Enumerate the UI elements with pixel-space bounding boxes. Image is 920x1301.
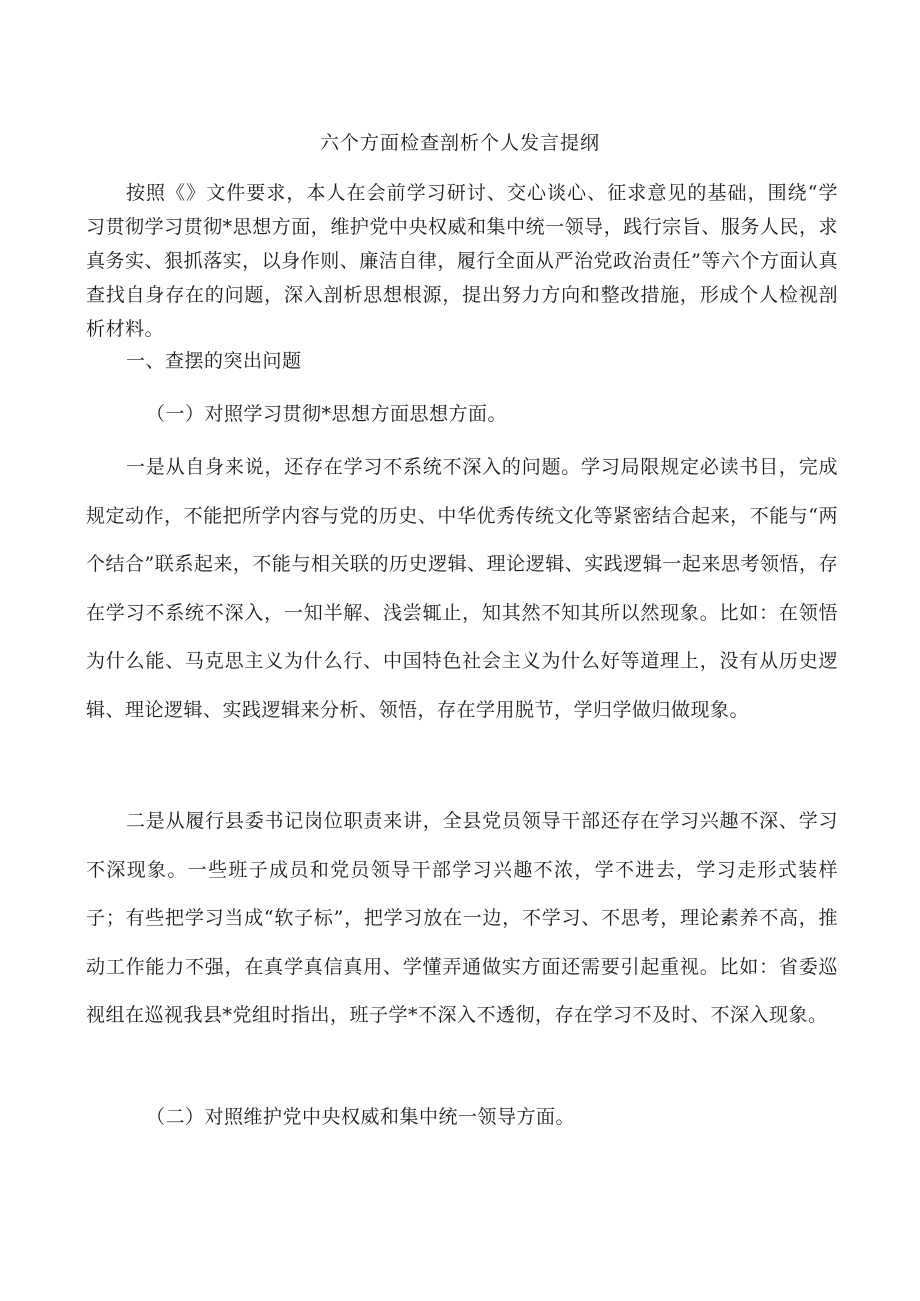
body-paragraph-2: 二是从履行县委书记岗位职责来讲，全县党员领导干部还存在学习兴趣不深、学习不深现象。一些班子成员和党员领导干部学习兴趣不浓，学不进去，学习走形式装样子；有些把学习当成“软子标”，把学习放在一边，不学习、不思考，理论素养不高，推动工作能力不强，在真学真信真用、学懂弄通做实方面还需要引起重视。比如：省委巡视组在巡视我县*党组时指出，班子学*不深入不透彻，存在学习不及时、不深入现象。	[86, 810, 838, 1026]
subsection-heading-2: （二）对照维护党中央权威和集中统一领导方面。	[146, 1106, 576, 1128]
intro-paragraph: 按照《》文件要求，本人在会前学习研讨、交心谈心、征求意见的基础，围绕“学习贯彻学习贯彻*思想方面，维护党中央权威和集中统一领导，践行宗旨、服务人民，求真务实、狠抓落实，以身作则、廉洁自律，履行全面从严治党政治责任”等六个方面认真查找自身存在的问题，深入剖析思想根源，提出努力方向和整改措施，形成个人检视剖析材料。	[86, 182, 838, 340]
subsection-heading-1: （一）对照学习贯彻*思想方面思想方面。	[146, 403, 508, 425]
document-title: 六个方面检查剖析个人发言提纲	[319, 132, 600, 154]
body-paragraph-1: 一是从自身来说，还存在学习不系统不深入的问题。学习局限规定必读书目，完成规定动作，不能把所学内容与党的历史、中华优秀传统文化等紧密结合起来，不能与“两个结合”联系起来，不能与相关联的历史逻辑、理论逻辑、实践逻辑一起来思考领悟，存在学习不系统不深入，一知半解、浅尝辄止，知其然不知其所以然现象。比如：在领悟为什么能、马克思主义为什么行、中国特色社会主义为什么好等道理上，没有从历史逻辑、理论逻辑、实践逻辑来分析、领悟，存在学用脱节，学归学做归做现象。	[86, 456, 838, 721]
section-heading-1: 一、查摆的突出问题	[126, 350, 302, 372]
